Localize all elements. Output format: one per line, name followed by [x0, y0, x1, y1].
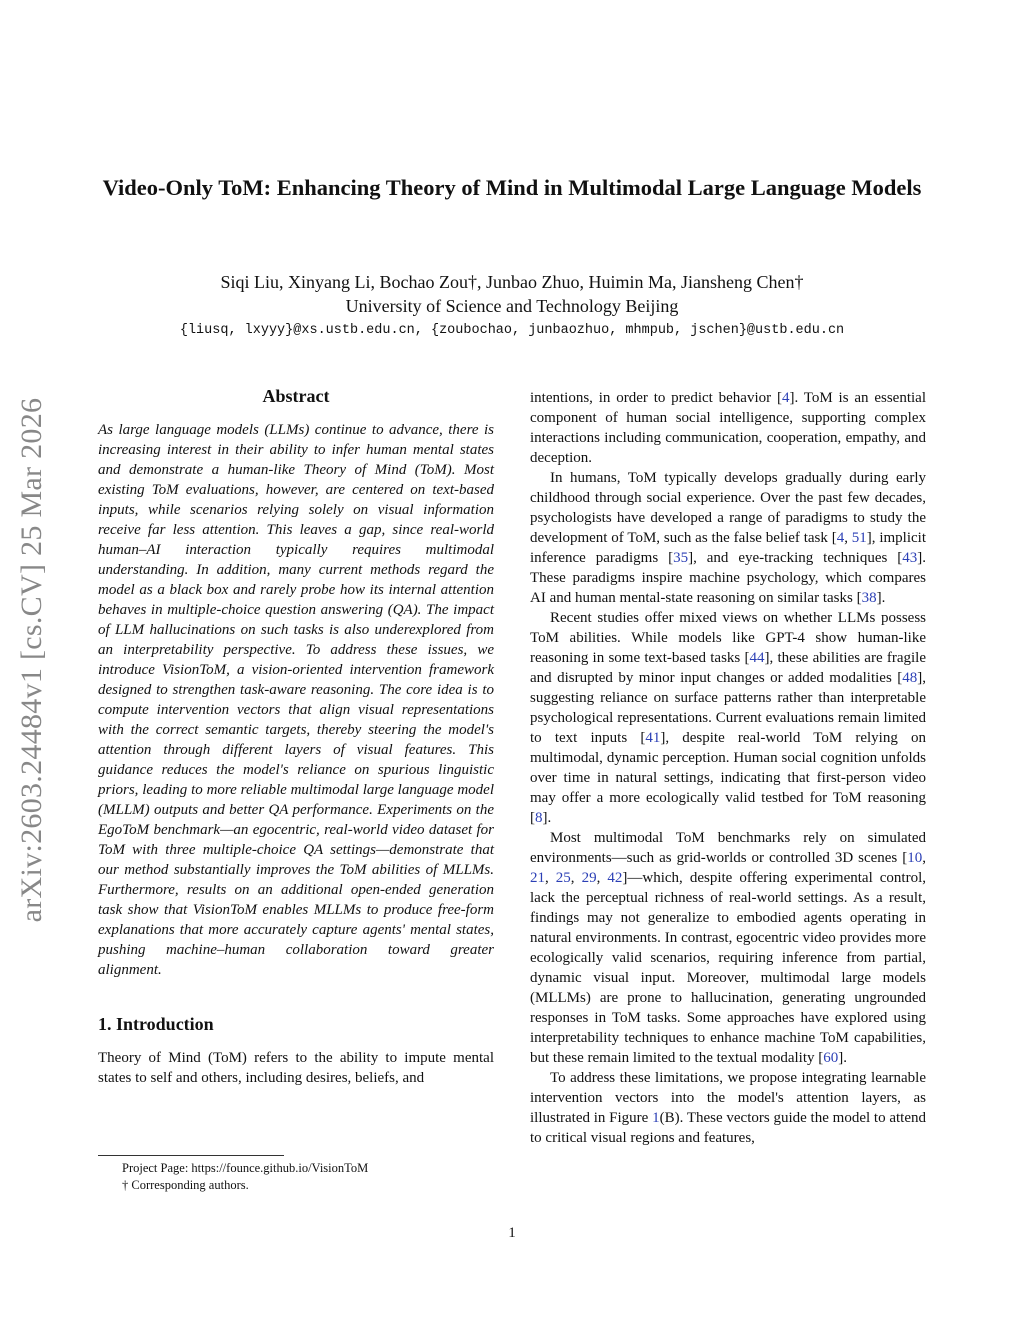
figure-link[interactable]: 1: [652, 1110, 660, 1126]
citation-link[interactable]: 8: [535, 810, 543, 826]
citation-link[interactable]: 29: [581, 870, 597, 886]
intro-paragraph-5: To address these limitations, we propose integrating learnable intervention vectors into the model's attention layers, as illustrated in Figure 1(B). These vectors guide the model to attend to critical visual regions and features,: [530, 1070, 926, 1146]
abstract-text: As large language models (LLMs) continue to advance, there is increasing interest in their ability to infer human mental states and demonstrate a human-like Theory of Mind (ToM). Most existing ToM evaluations, however, are centered on text-based inputs, while scenarios relying solely on visual information receive far less attention. This leaves a gap, since real-world human–AI interaction typically requires multimodal understanding. In addition, many current methods regard the model as a black box and rarely probe how its internal attention behaves in multiple-choice question answering (QA). The impact of LLM hallucinations on such tasks is also underexplored from an interpretability perspective. To address these issues, we introduce VisionToM, a vision-oriented intervention framework designed to strengthen task-aware reasoning. The core idea is to compute intervention vectors that align visual representations with the correct semantic targets, thereby steering the model's attention through different layers of visual features. This guidance reduces the model's reliance on spurious linguistic priors, leading to more reliable multimodal large language model (MLLM) outputs and better QA performance. Experiments on the EgoToM benchmark—an egocentric, real-world video dataset for ToM with three multiple-choice QA settings—demonstrate that our method substantially improves the ToM abilities of MLLMs. Furthermore, results on an additional open-ended generation task show that VisionToM enables MLLMs to produce free-form explanations that more accurately capture agents' mental states, pushing machine–human collaboration toward greater alignment.: [98, 422, 494, 978]
intro-paragraph-3: Recent studies offer mixed views on whether LLMs possess ToM abilities. While models like GPT-4 show human-like reasoning in some text-based tasks [44], these abilities are fragile and disrupted by minor input changes or added modalities [48], suggesting reliance on surface patterns rather than interpretable psychological representations. Current evaluations remain limited to text inputs [41], despite real-world ToM relying on multimodal, dynamic perception. Human social cognition unfolds over time in natural settings, indicating that first-person video may offer a more ecologically valid testbed for ToM reasoning [8].: [530, 610, 927, 826]
citation-link[interactable]: 51: [851, 530, 867, 546]
citation-link[interactable]: 35: [673, 550, 689, 566]
intro-paragraph-4: Most multimodal ToM benchmarks rely on simulated environments—such as grid-worlds or controlled 3D scenes [10, 21, 25, 29, 42]—which, despite offering experimental control, lack the perceptual richness of real-world settings. As a result, findings may not generalize to embodied agents operating in natural environments. In contrast, egocentric video provides more ecologically valid scenarios, requiring inference from partial, dynamic visual input. Moreover, multimodal large models (MLLMs) are prone to hallucination, generating ungrounded responses in ToM tasks. Some approaches have explored using interpretability techniques to enhance machine ToM capabilities, but these remain limited to the textual modality [60].: [530, 830, 927, 1066]
citation-link[interactable]: 43: [902, 550, 918, 566]
section-heading-introduction: 1. Introduction: [98, 1014, 214, 1034]
affiliation: University of Science and Technology Beijing: [345, 296, 679, 316]
citation-link[interactable]: 48: [902, 670, 918, 686]
footnotes: [98, 1160, 494, 1194]
citation-link[interactable]: 42: [607, 870, 623, 886]
intro-paragraph-2: In humans, ToM typically develops gradually during early childhood through social experience. Over the past few decades, psychologists have developed a range of paradigms to study the development of ToM, such as the false belief task [4, 51], implicit inference paradigms [35], and eye-tracking techniques [43]. These paradigms inspire machine psychology, which compares AI and human mental-state reasoning on similar tasks [38].: [530, 470, 926, 606]
paper-title: Video-Only ToM: Enhancing Theory of Mind in Multimodal Large Language Models: [102, 175, 922, 200]
citation-link[interactable]: 4: [781, 390, 790, 406]
footnote-divider: [98, 1155, 284, 1156]
citation-link[interactable]: 41: [645, 730, 661, 746]
intro-paragraph-1-continued: intentions, in order to predict behavior [4]. ToM is an essential component of human social intelligence, supporting complex interactions including communication, cooperation, empathy, and deception.: [530, 390, 926, 466]
citation-link[interactable]: 21: [530, 870, 545, 886]
citation-link[interactable]: 60: [823, 1050, 839, 1066]
footnote-corresponding: † Corresponding authors.: [122, 1178, 249, 1192]
page-number: 1: [508, 1225, 516, 1241]
right-column: [530, 388, 926, 1148]
citation-link[interactable]: 4: [836, 530, 845, 546]
abstract-heading: Abstract: [262, 386, 330, 406]
author-list: Siqi Liu, Xinyang Li, Bochao Zou†, Junbao Zhuo, Huimin Ma, Jiansheng Chen†: [220, 272, 804, 292]
citation-link[interactable]: 25: [555, 870, 571, 886]
citation-link[interactable]: 44: [749, 650, 765, 666]
arxiv-id: arXiv:2603.24484v1 [cs.CV] 25 Mar 2026: [15, 397, 48, 923]
author-emails: {liusq, lxyyy}@xs.ustb.edu.cn, {zoubochao, junbaozhuo, mhmpub, jschen}@ustb.edu.cn: [179, 323, 845, 338]
left-column: [98, 384, 494, 1088]
citation-link[interactable]: 38: [861, 590, 877, 606]
footnote-project-page: Project Page: https://founce.github.io/VisionToM: [122, 1161, 369, 1175]
citation-link[interactable]: 10: [907, 850, 923, 866]
intro-paragraph-1: Theory of Mind (ToM) refers to the ability to impute mental states to self and others, including desires, beliefs, and: [98, 1050, 494, 1086]
